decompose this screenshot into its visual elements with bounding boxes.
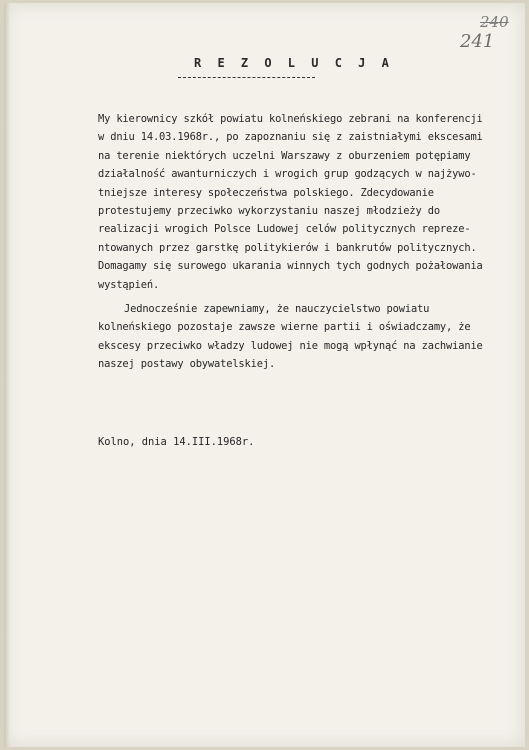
document-title: R E Z O L U C J A [194, 56, 394, 70]
text-line: protestujemy przeciwko wykorzystaniu naszej młodzieży do [98, 205, 440, 218]
resolution-body [98, 110, 520, 374]
document-page [4, 3, 525, 747]
text-line: kolneńskiego pozostaje zawsze wierne partii i oświadczamy, że [98, 321, 471, 334]
text-line: wystąpień. [98, 278, 160, 291]
text-line: działalność awanturniczych i wrogich grup godzących w najżywo- [98, 168, 477, 181]
paragraph-2 [98, 300, 520, 374]
place-and-date: Kolno, dnia 14.III.1968r. [98, 436, 255, 448]
archive-page-number [460, 13, 509, 52]
title-underline [178, 77, 315, 78]
text-line: ntowanych przez garstkę politykierów i bankrutów politycznych. [98, 241, 477, 254]
text-line: Jednocześnie zapewniamy, że nauczycielstwo powiatu [124, 303, 430, 316]
text-line: Domagamy się surowego ukarania winnych tych godnych pożałowania [98, 260, 483, 273]
text-line: ekscesy przeciwko władzy ludowej nie mogą wpłynąć na zachwianie [98, 339, 483, 352]
text-line: My kierownicy szkół powiatu kolneńskiego zebrani na konferencji [98, 113, 483, 125]
archive-number-crossed: 240 [480, 13, 509, 31]
text-line: tniejsze interesy społeczeństwa polskiego. Zdecydowanie [98, 186, 434, 199]
text-line: naszej postawy obywatelskiej. [98, 358, 276, 371]
text-line: na terenie niektórych uczelni Warszawy z oburzeniem potępiamy [98, 149, 471, 162]
paragraph-1 [98, 110, 520, 294]
paper-edge-shadow [4, 3, 10, 747]
archive-number-current: 241 [460, 31, 495, 52]
text-line: realizacji wrogich Polsce Ludowej celów politycznych repreze- [98, 223, 471, 236]
text-line: w dniu 14.03.1968r., po zapoznaniu się z zaistniałymi ekscesami [98, 131, 483, 144]
